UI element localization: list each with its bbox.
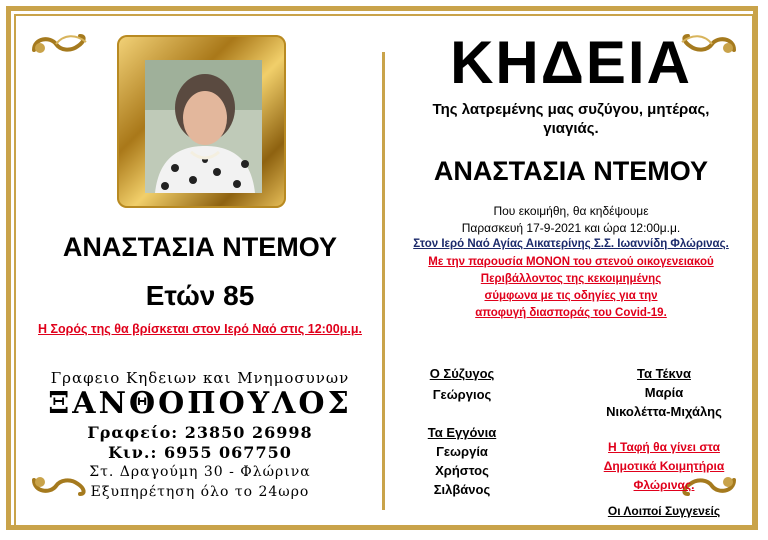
portrait-photo (145, 60, 262, 193)
church-line: Στον Ιερό Ναό Αγίας Αικατερίνης Σ.Σ. Ιωαννίδη Φλώρινας. (413, 238, 729, 250)
casket-notice: Η Σορός της θα βρίσκεται στον Ιερό Ναό στις 12:00μ.μ. (38, 322, 362, 336)
deceased-name-left: ΑΝΑΣΤΑΣΙΑ ΝΤΕΜΟΥ (62, 232, 338, 262)
deceased-name-right: ΑΝΑΣΤΑΣΙΑ ΝΤΕΜΟΥ (433, 156, 709, 186)
spouse-name: Γεώργιος (432, 387, 492, 402)
funeral-office-line: Γραφειο Κηδειων και Μνημοσυνων (50, 369, 350, 387)
relatives-label: Οι Λοιποί Συγγενείς (607, 504, 721, 518)
grandchildren-heading: Τα Εγγόνια (427, 425, 497, 440)
grandchild-name: Σιλβάνος (433, 482, 491, 497)
children-heading: Τα Τέκνα (637, 366, 691, 381)
notice-line-2: Περιβάλλοντος της κεκοιμημένης (480, 273, 662, 285)
mobile-phone: Κιν.: 6955 067750 (108, 443, 292, 462)
burial-line-2: Δημοτικά Κοιμητήρια (603, 459, 725, 473)
burial-line-3: Φλώρινας. (633, 478, 695, 492)
office-address: Στ. Δραγούμη 30 - Φλώρινα (89, 464, 311, 480)
office-service-hours: Εξυπηρέτηση όλο το 24ωρο (90, 484, 310, 500)
passed-line: Που εκοιμήθη, θα κηδέψουμε (493, 204, 649, 218)
funeral-office-name: ΞΑΝΘΟΠΟΥΛΟΣ (48, 386, 352, 421)
subtitle-line-2: γιαγιάς. (543, 120, 599, 137)
child-name: Μαρία (644, 385, 684, 400)
date-line: Παρασκευή 17-9-2021 και ώρα 12:00μ.μ. (461, 221, 681, 235)
notice-line-4: αποφυγή διασποράς του Covid-19. (475, 307, 667, 319)
notice-line-3: σύμφωνα με τις οδηγίες για την (484, 290, 658, 302)
child-name: Νικολέττα-Μιχάλης (606, 404, 722, 419)
scroll-ornament-icon (30, 32, 90, 58)
center-divider (382, 52, 385, 510)
grandchild-name: Χρήστος (435, 463, 489, 478)
burial-line-1: Η Ταφή θα γίνει στα (608, 440, 720, 454)
grandchild-name: Γεωργία (436, 444, 488, 459)
funeral-title: ΚΗΔΕΙΑ (450, 29, 692, 96)
age-label: Ετών 85 (145, 280, 255, 311)
office-phone: Γραφείο: 23850 26998 (87, 423, 313, 442)
spouse-heading: Ο Σύζυγος (429, 366, 495, 381)
subtitle-line-1: Της λατρεμένης μας συζύγου, μητέρας, (432, 101, 710, 118)
notice-line-1: Με την παρουσία ΜΟΝΟΝ του στενού οικογενειακού (428, 256, 714, 268)
